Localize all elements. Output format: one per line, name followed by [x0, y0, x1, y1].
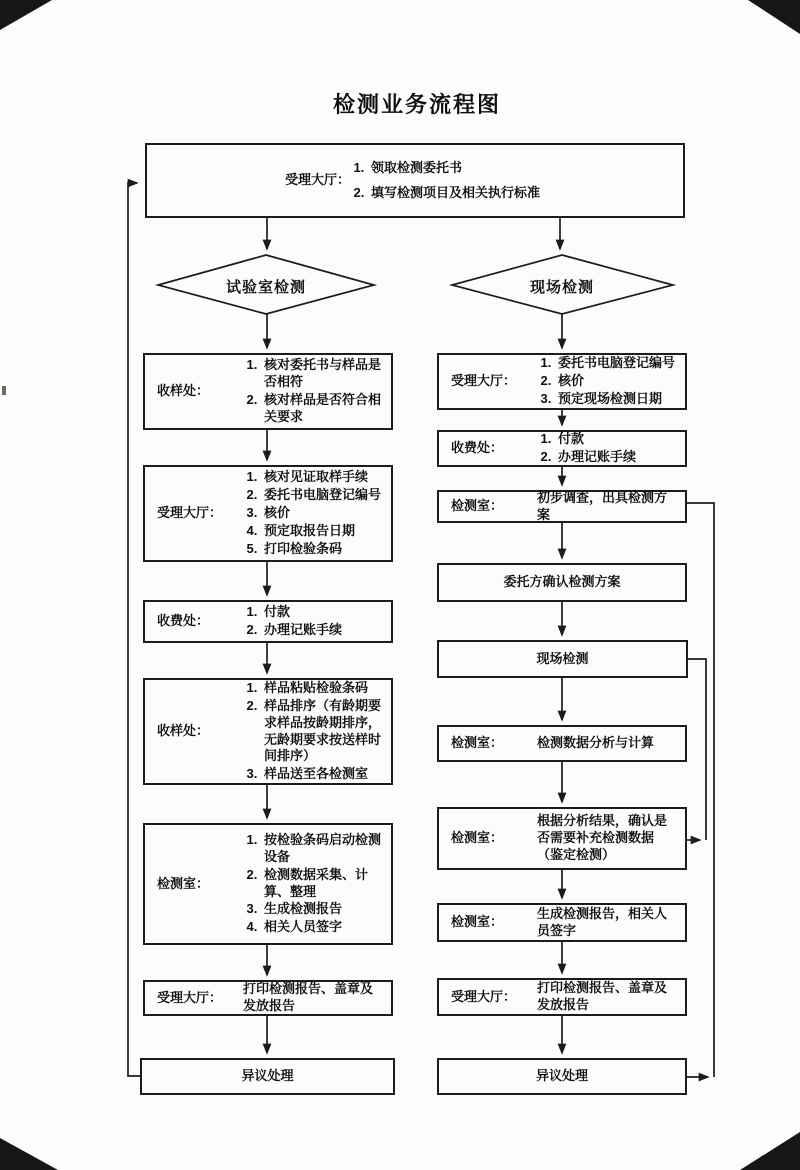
scan-mark-top-right [748, 0, 800, 34]
box-item: 4. 预定取报告日期 [261, 523, 387, 540]
box-items [237, 465, 391, 561]
box-reception-hall-intake [145, 143, 685, 218]
box-text: 根据分析结果，确认是否需要补充检测数据（鉴定检测） [537, 813, 668, 862]
box-items [531, 427, 685, 470]
scan-speck-left-edge [2, 386, 6, 395]
box-item: 1. 核对委托书与样品是否相符 [261, 357, 387, 391]
box-item: 2. 核价 [555, 373, 681, 390]
box-item: 2. 填写检测项目及相关执行标准 [368, 185, 679, 202]
box-item: 3. 样品送至各检测室 [261, 766, 387, 783]
box-item: 1. 按检验条码启动检测设备 [261, 832, 387, 866]
box-right-preliminary-survey [437, 490, 687, 523]
box-label: 受理大厅： [285, 172, 351, 188]
box-item: 4. 相关人员签字 [261, 919, 387, 936]
box-items [531, 351, 685, 412]
scan-mark-top-left [0, 0, 52, 30]
box-item: 2. 委托书电脑登记编号 [261, 487, 387, 504]
box-items [237, 828, 391, 940]
box-text: 委托方确认检测方案 [503, 574, 621, 590]
box-right-reception-register [437, 353, 687, 410]
box-item: 3. 核价 [261, 505, 387, 522]
box-item: 2. 核对样品是否符合相关要求 [261, 392, 387, 426]
box-left-testing-room [143, 823, 393, 945]
box-right-dispute-handling [437, 1058, 687, 1095]
box-left-sample-sorting [143, 678, 393, 785]
box-label: 收费处： [451, 440, 504, 456]
box-items [237, 600, 391, 643]
box-label: 受理大厅： [451, 373, 517, 389]
box-items [237, 353, 391, 430]
box-label: 收费处： [157, 613, 210, 629]
box-item: 3. 生成检测报告 [261, 901, 387, 918]
box-text: 初步调查，出具检测方案 [537, 489, 668, 522]
box-text: 异议处理 [241, 1068, 294, 1084]
box-item: 1. 委托书电脑登记编号 [555, 355, 681, 372]
box-left-sample-receipt-check [143, 353, 393, 430]
box-item: 2. 办理记账手续 [555, 449, 681, 466]
box-label: 检测室： [451, 914, 504, 930]
scan-mark-bottom-right [740, 1132, 800, 1170]
box-item: 2. 检测数据采集、计算、整理 [261, 867, 387, 901]
box-label: 收样处： [157, 383, 210, 399]
box-text: 生成检测报告，相关人员签字 [537, 905, 668, 938]
box-text: 异议处理 [535, 1068, 588, 1084]
scan-mark-bottom-left [0, 1138, 58, 1170]
box-item: 3. 预定现场检测日期 [555, 391, 681, 408]
diamond-lab-test-label: 试验室检测 [225, 279, 306, 296]
box-text: 打印检测报告、盖章及发放报告 [537, 980, 668, 1012]
box-text: 检测数据分析与计算 [537, 735, 655, 751]
box-item: 1. 领取检测委托书 [368, 160, 679, 177]
box-items [350, 149, 683, 213]
box-left-payment [143, 600, 393, 643]
box-right-data-analysis [437, 725, 687, 762]
box-right-print-report [437, 978, 687, 1016]
box-right-supplement-data-check [437, 807, 687, 870]
box-label: 收样处： [157, 723, 210, 739]
box-text: 打印检测报告、盖章及发放报告 [243, 981, 374, 1013]
box-left-print-report [143, 980, 393, 1016]
box-item: 2. 样品排序（有龄期要求样品按龄期排序，无龄期要求按送样时间排序） [261, 698, 387, 766]
box-right-generate-report [437, 903, 687, 942]
box-right-client-confirm-plan [437, 563, 687, 602]
box-label: 受理大厅： [157, 505, 223, 521]
box-right-payment [437, 430, 687, 467]
box-item: 1. 样品粘贴检验条码 [261, 680, 387, 697]
box-right-onsite-testing [437, 640, 688, 678]
box-label: 检测室： [451, 830, 504, 846]
box-text: 现场检测 [536, 650, 589, 666]
box-label: 受理大厅： [157, 989, 223, 1005]
box-item: 1. 付款 [555, 431, 681, 448]
box-label: 检测室： [451, 735, 504, 751]
box-left-reception-register [143, 465, 393, 562]
box-item: 1. 付款 [261, 604, 387, 621]
diamond-onsite-test-label: 现场检测 [529, 279, 594, 296]
box-label: 受理大厅： [451, 988, 517, 1004]
box-items [237, 676, 391, 787]
page-title: 检测业务流程图 [332, 92, 501, 117]
box-item: 2. 办理记账手续 [261, 622, 387, 639]
box-label: 检测室： [451, 498, 504, 514]
box-item: 5. 打印检验条码 [261, 541, 387, 558]
box-left-dispute-handling [140, 1058, 395, 1095]
box-label: 检测室： [157, 875, 210, 891]
box-item: 1. 核对见证取样手续 [261, 469, 387, 486]
